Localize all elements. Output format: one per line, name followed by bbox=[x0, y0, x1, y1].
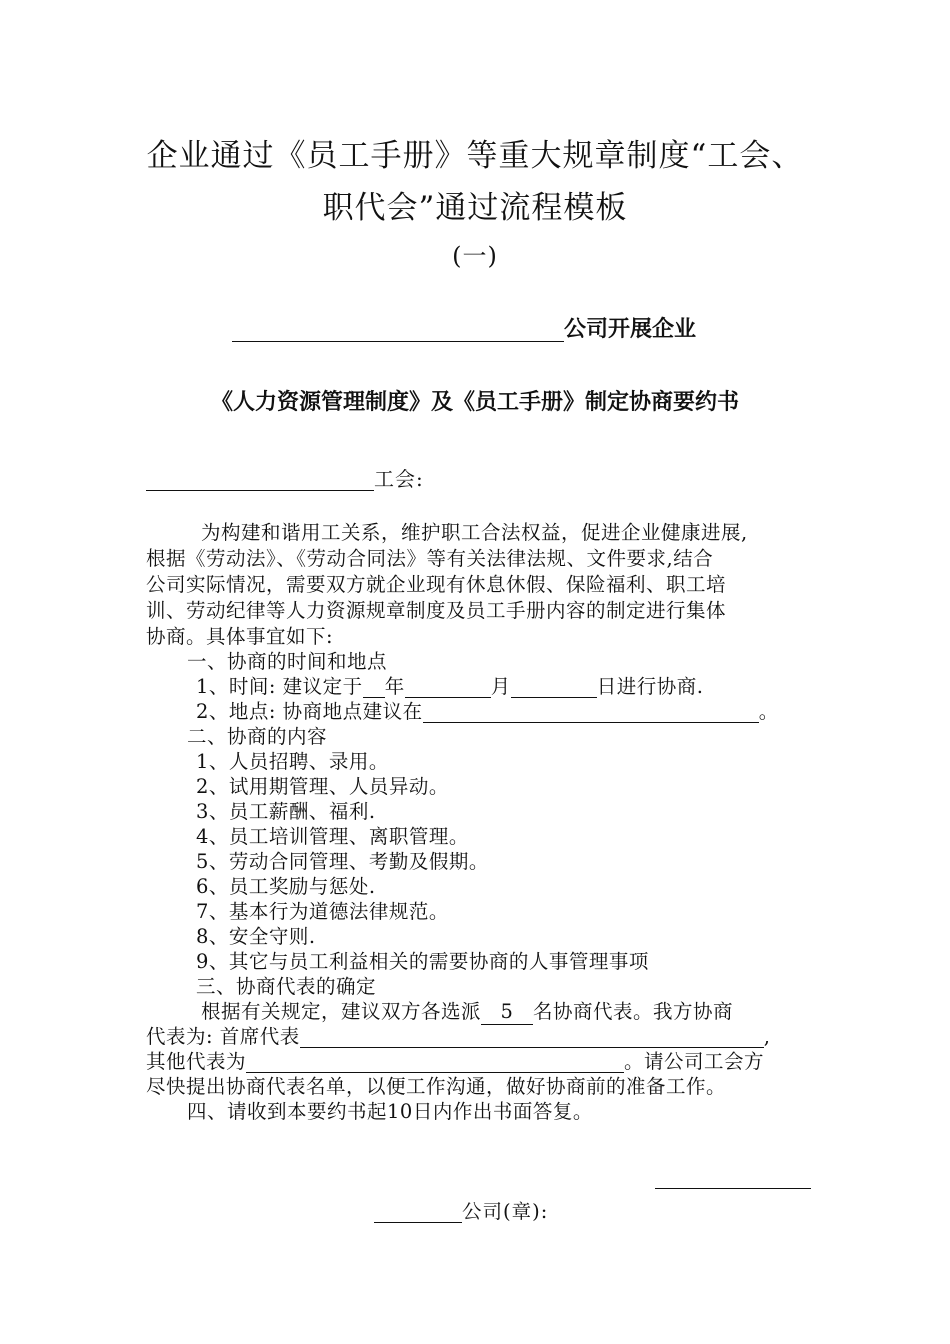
company-heading bbox=[232, 312, 696, 343]
signature-line bbox=[655, 1188, 811, 1189]
company-heading-suffix: 公司开展企业 bbox=[564, 316, 697, 342]
section1-heading: 一、协商的时间和地点 bbox=[187, 650, 388, 673]
section3-line3 bbox=[146, 1050, 764, 1074]
content-item: 7、基本行为道德法律规范。 bbox=[196, 900, 449, 923]
company-name-blank bbox=[232, 319, 564, 342]
union-name-blank bbox=[146, 470, 374, 491]
other-rep-prefix: 其他代表为 bbox=[146, 1050, 247, 1073]
chief-rep-end: , bbox=[763, 1025, 771, 1048]
content-item: 5、劳动合同管理、考勤及假期。 bbox=[196, 850, 489, 873]
section1-place bbox=[196, 700, 779, 724]
month-label: 月 bbox=[490, 675, 511, 698]
time-prefix: 1、时间: 建议定于 bbox=[196, 675, 363, 698]
content-item: 6、员工奖励与惩处. bbox=[196, 875, 376, 898]
rep-suffix: 名协商代表。我方协商 bbox=[533, 1000, 734, 1023]
content-item: 2、试用期管理、人员异动。 bbox=[196, 775, 449, 798]
place-prefix: 2、地点: 协商地点建议在 bbox=[196, 700, 423, 723]
addressee-suffix: 工会: bbox=[374, 467, 424, 491]
company-seal bbox=[374, 1196, 548, 1224]
year-blank bbox=[363, 677, 385, 698]
content-item: 8、安全守则. bbox=[196, 925, 316, 948]
section2-heading: 二、协商的内容 bbox=[187, 725, 328, 748]
section3-line1 bbox=[201, 1000, 733, 1025]
place-end: 。 bbox=[758, 700, 779, 723]
document-title-line2: 职代会”通过流程模板 bbox=[322, 190, 628, 226]
company-seal-label: 公司(章): bbox=[462, 1200, 549, 1223]
document-title-line1: 企业通过《员工手册》等重大规章制度“工会、 bbox=[146, 138, 804, 174]
intro-line-3: 公司实际情况，需要双方就企业现有休息休假、保险福利、职工培 bbox=[146, 573, 727, 596]
content-item: 4、员工培训管理、离职管理。 bbox=[196, 825, 469, 848]
company-seal-blank bbox=[374, 1202, 462, 1223]
chief-rep-prefix: 代表为: 首席代表 bbox=[146, 1025, 300, 1048]
other-rep-blank bbox=[246, 1052, 624, 1073]
content-item: 9、其它与员工利益相关的需要协商的人事管理事项 bbox=[196, 950, 649, 973]
section3-line4: 尽快提出协商代表名单，以便工作沟通，做好协商前的准备工作。 bbox=[146, 1075, 727, 1098]
section3-heading: 三、协商代表的确定 bbox=[196, 975, 377, 998]
content-item: 3、员工薪酬、福利. bbox=[196, 800, 376, 823]
section4-text: 四、请收到本要约书起10日内作出书面答复。 bbox=[187, 1100, 593, 1123]
intro-line-5: 协商。具体事宜如下: bbox=[146, 625, 334, 648]
addressee bbox=[146, 463, 424, 492]
rep-count: 5 bbox=[481, 1000, 533, 1025]
year-label: 年 bbox=[384, 675, 405, 698]
month-blank bbox=[405, 677, 491, 698]
section1-time bbox=[196, 675, 703, 699]
section-number: (一) bbox=[452, 242, 498, 270]
intro-line-2: 根据《劳动法》、《劳动合同法》等有关法律法规、文件要求,结合 bbox=[146, 547, 714, 570]
content-item: 1、人员招聘、录用。 bbox=[196, 750, 389, 773]
rep-prefix: 根据有关规定，建议双方各选派 bbox=[201, 1000, 482, 1023]
chief-rep-blank bbox=[300, 1027, 764, 1048]
intro-line-1: 为构建和谐用工关系，维护职工合法权益，促进企业健康进展, bbox=[201, 521, 748, 544]
day-label: 日进行协商. bbox=[596, 675, 704, 698]
section3-line2 bbox=[146, 1025, 770, 1049]
day-blank bbox=[511, 677, 597, 698]
other-rep-suffix: 。请公司工会方 bbox=[624, 1050, 765, 1073]
agreement-title: 《人力资源管理制度》及《员工手册》制定协商要约书 bbox=[210, 389, 739, 415]
place-blank bbox=[423, 702, 759, 723]
intro-line-4: 训、劳动纪律等人力资源规章制度及员工手册内容的制定进行集体 bbox=[146, 599, 727, 622]
